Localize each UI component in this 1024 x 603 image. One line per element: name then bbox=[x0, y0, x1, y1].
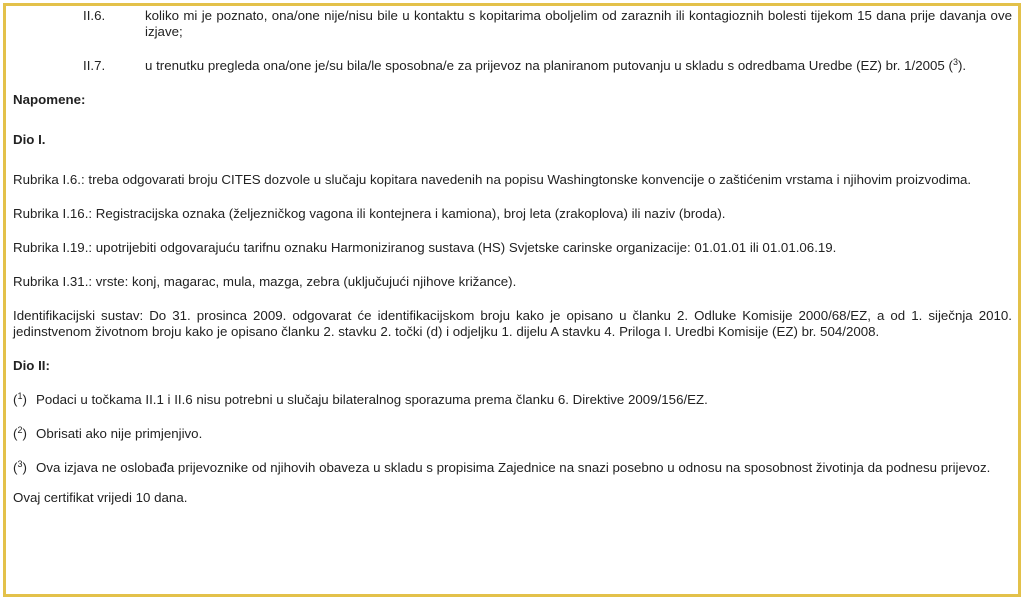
item-text bbox=[145, 58, 1012, 74]
footnote-mark: ($^3$) bbox=[13, 459, 27, 475]
notes-heading: Napomene: bbox=[13, 92, 86, 107]
footnote bbox=[13, 392, 1012, 408]
item-number: II.6. bbox=[83, 8, 106, 23]
item-ii-6 bbox=[13, 8, 1012, 40]
footnote bbox=[13, 460, 1012, 476]
item-text-before: u trenutku pregleda ona/one je/su bila/le sposobna/e za prijevoz na planiranom putovanju u skladu s odredbama Uredbe (EZ) br. 1/2005 ( bbox=[145, 58, 953, 73]
part1-paragraph: Rubrika I.6.: treba odgovarati broju CITES dozvole u slučaju kopitara navedenih na popisu Washingtonske konvencije o zaštićenim vrstama i njihovim proizvodima. bbox=[13, 172, 972, 187]
item-text-after: ). bbox=[957, 58, 967, 73]
part1-paragraph: Rubrika I.19.: upotrijebiti odgovarajuću tarifnu oznaku Harmoniziranog sustava (HS) Svjetske carinske organizacije: 01.01.01 ili 01.01.06.19. bbox=[13, 240, 837, 255]
footnote-mark: ($^1$) bbox=[13, 391, 27, 407]
footnote bbox=[13, 426, 1012, 442]
document-frame bbox=[3, 3, 1021, 597]
footnote-text: Obrisati ako nije primjenjivo. bbox=[36, 426, 203, 441]
footnote-ref: 3 bbox=[952, 57, 958, 67]
part1-heading: Dio I. bbox=[13, 132, 46, 147]
item-number: II.7. bbox=[83, 58, 106, 73]
item-ii-7 bbox=[13, 58, 1012, 74]
document-page bbox=[13, 8, 1012, 506]
footnote-text: Ova izjava ne oslobađa prijevoznike od njihovih obaveza u skladu s propisima Zajednice na snazi posebno u odnosu na sposobnost životinja da podnesu prijevoz. bbox=[36, 460, 991, 475]
part2-heading: Dio II: bbox=[13, 358, 50, 373]
part1-paragraph: Rubrika I.16.: Registracijska oznaka (željezničkog vagona ili kontejnera i kamiona), broj leta (zrakoplova) ili naziv (broda). bbox=[13, 206, 726, 221]
item-text: koliko mi je poznato, ona/one nije/nisu bile u kontaktu s kopitarima oboljelim od zaraznih ili kontagioznih bolesti tijekom 15 dana prije davanja ove izjave; bbox=[145, 8, 1012, 39]
part1-paragraph: Identifikacijski sustav: Do 31. prosinca 2009. odgovarat će identifikacijskom broju kako je opisano u članku 2. Odluke Komisije 2000/68/EZ, a od 1. siječnja 2010. jedinstvenom životnom broju kako je opisano članku 2. stavku 2. točki (d) i odjeljku 1. dijelu A stavku 4. Priloga I. Uredbi Komisije (EZ) br. 504/2008. bbox=[13, 308, 1012, 339]
footnote-text: Podaci u točkama II.1 i II.6 nisu potrebni u slučaju bilateralnog sporazuma prema članku 6. Direktive 2009/156/EZ. bbox=[36, 392, 708, 407]
cut-off-line: Ovaj certifikat vrijedi 10 dana. bbox=[13, 490, 188, 505]
part1-paragraph: Rubrika I.31.: vrste: konj, magarac, mula, mazga, zebra (uključujući njihove križance). bbox=[13, 274, 517, 289]
footnote-mark: ($^2$) bbox=[13, 425, 27, 441]
